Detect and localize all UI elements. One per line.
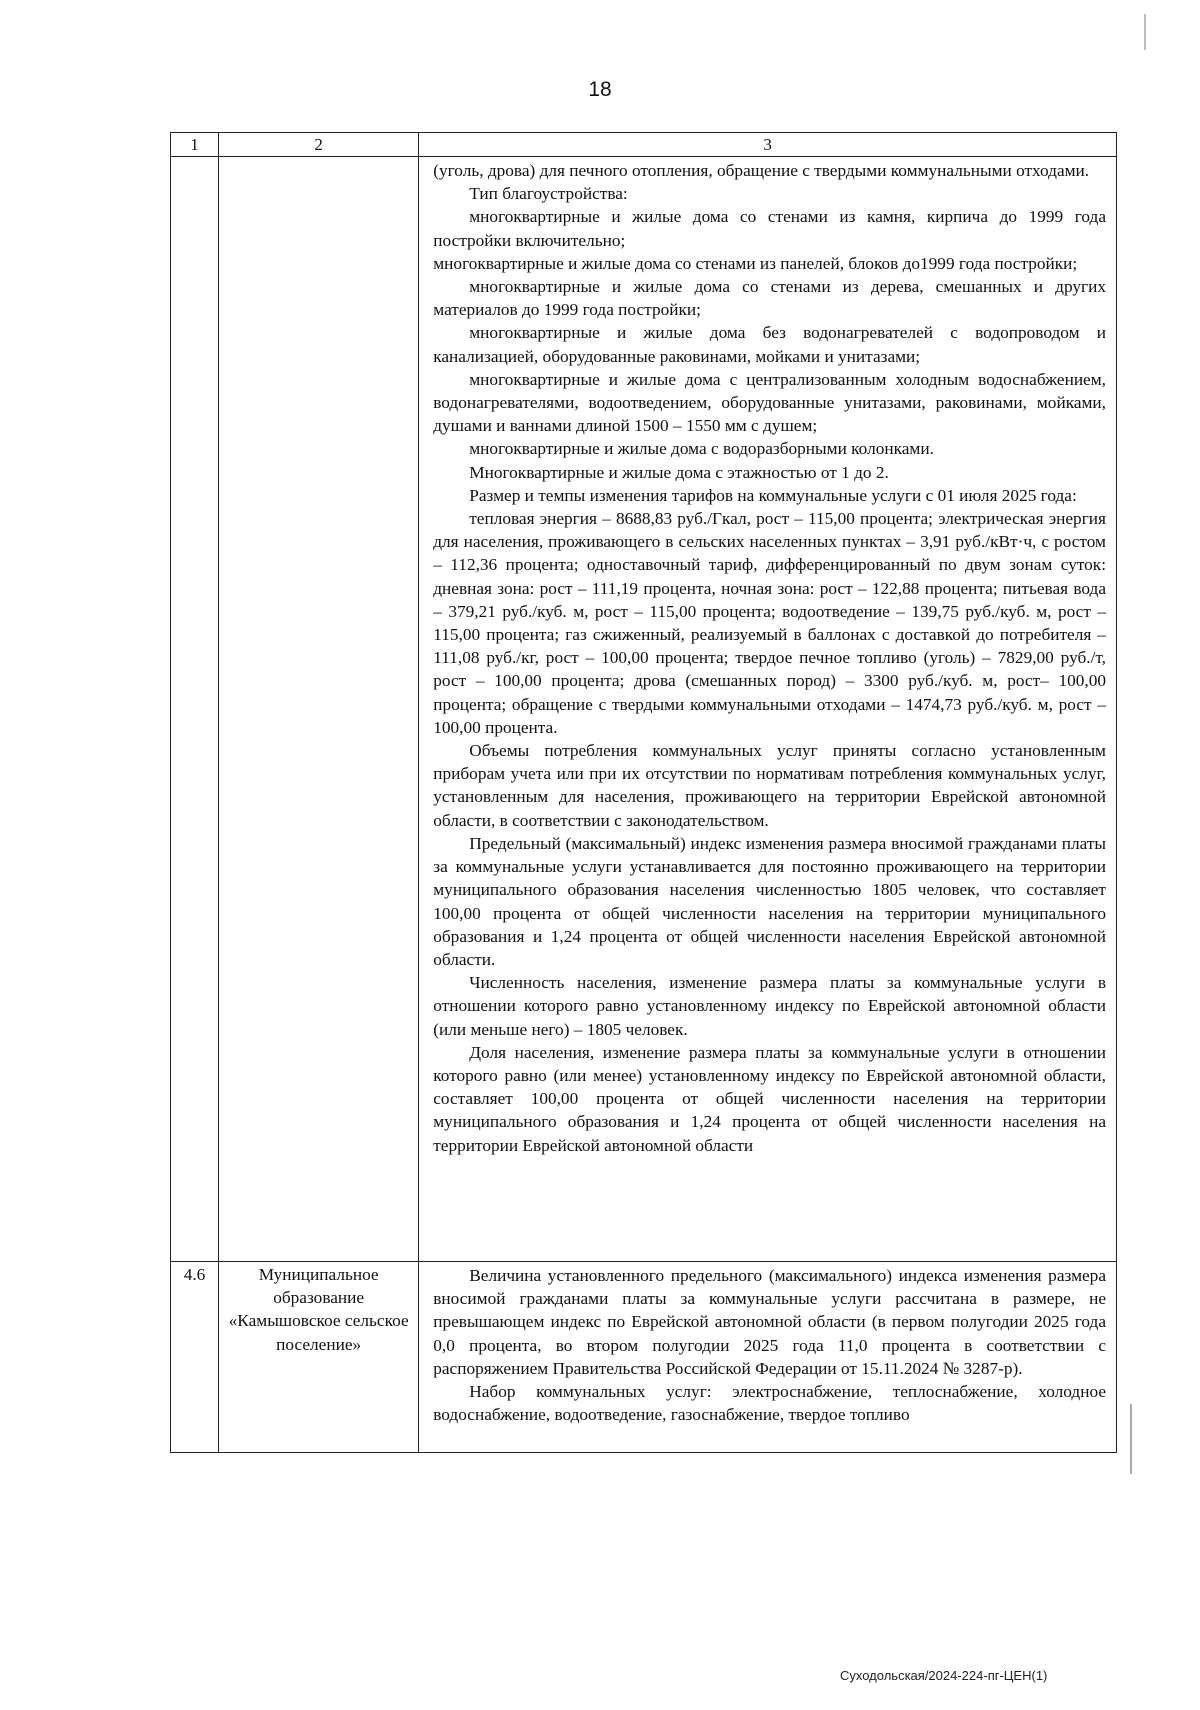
paragraph: многоквартирные и жилые дома с централизованным холодным водоснабжением, водонагревателями, водоотведением, оборудованные унитазами, раковинами, мойками, душами и ваннами длиной 1500 – 1550 мм с душем; xyxy=(433,369,1106,436)
paragraph: Многоквартирные и жилые дома с этажностью от 1 до 2. xyxy=(469,462,889,482)
page-number: 18 xyxy=(588,78,612,101)
tariff-table xyxy=(170,132,1117,1453)
header-col-2: 2 xyxy=(219,133,419,157)
paragraph: Объемы потребления коммунальных услуг приняты согласно установленным приборам учета или при их отсутствии по нормативам потребления коммунальных услуг, установленным для населения, проживающего на территории Еврейской автономной области, в соответствии с законодательством. xyxy=(433,741,1106,830)
paragraph: Набор коммунальных услуг: электроснабжение, теплоснабжение, холодное водоснабжение, водоотведение, газоснабжение, твердое топливо xyxy=(433,1382,1106,1425)
row-name-cell xyxy=(219,157,419,1262)
paragraph: (уголь, дрова) для печного отопления, обращение с твердыми коммунальными отходами. xyxy=(433,161,1090,180)
description-paragraphs xyxy=(433,159,1106,1157)
row-number-cell xyxy=(171,157,219,1262)
header-col-3: 3 xyxy=(419,133,1117,157)
table-row-continuation xyxy=(171,157,1117,1262)
paragraph: Размер и темпы изменения тарифов на коммунальные услуги с 01 июля 2025 года: xyxy=(469,485,1077,505)
paragraph: Тип благоустройства: xyxy=(469,184,628,204)
paragraph: Величина установленного предельного (максимального) индекса изменения размера вносимой гражданами платы за коммунальные услуги рассчитана в размере, не превышающем индекс по Еврейской автономной области (в первом полугодии 2025 года 0,0 процента, во втором полугодии 2025 года 11,0 процента в соответствии с распоряжением Правительства Российской Федерации от 15.11.2024 № 3287-р). xyxy=(433,1266,1106,1378)
document-code: Суходольская/2024-224-пг-ЦЕН(1) xyxy=(840,1668,1048,1683)
paragraph: Численность населения, изменение размера платы за коммунальные услуги в отношении которого равно установленному индексу по Еврейской автономной области (или меньше него) – 1805 человек. xyxy=(433,973,1106,1039)
header-col-1: 1 xyxy=(171,133,219,157)
paragraph: многоквартирные и жилые дома с водоразборными колонками. xyxy=(469,439,934,459)
row-description-cell xyxy=(419,157,1117,1262)
paragraph: многоквартирные и жилые дома со стенами из камня, кирпича до 1999 года постройки включительно; xyxy=(433,207,1106,250)
municipality-name: Муниципальное образование «Камышовское сельское поселение» xyxy=(219,1262,419,1453)
scan-artifact-line xyxy=(1144,14,1146,50)
row-description-cell xyxy=(419,1262,1117,1453)
paragraph: многоквартирные и жилые дома без водонагревателей с водопроводом и канализацией, оборудованные раковинами, мойками и унитазами; xyxy=(433,323,1106,366)
description-paragraphs xyxy=(433,1264,1106,1426)
paragraph: многоквартирные и жилые дома со стенами из панелей, блоков до1999 года постройки; xyxy=(433,253,1078,273)
table-header-row xyxy=(171,133,1117,157)
row-number-cell: 4.6 xyxy=(171,1262,219,1453)
paragraph: Доля населения, изменение размера платы за коммунальные услуги в отношении которого равно (или менее) установленному индексу по Еврейской автономной области, составляет 100,00 процента от общей численности населения на территории муниципального образования и 1,24 процента от общей численности населения на территории Еврейской автономной области xyxy=(433,1042,1106,1155)
paragraph: тепловая энергия – 8688,83 руб./Гкал, рост – 115,00 процента; электрическая энергия для населения, проживающего в сельских населенных пунктах – 3,91 руб./кВт·ч, с ростом – 112,36 процента; одноставочный тариф, дифференцированный по двум зонам суток: дневная зона: рост – 111,19 процента, ночная зона: рост – 122,88 процента; питьевая вода – 379,21 руб./куб. м, рост – 115,00 процента; водоотведение – 139,75 руб./куб. м, рост – 115,00 процента; газ сжиженный, реализуемый в баллонах с доставкой до потребителя – 111,08 руб./кг, рост – 100,00 процента; твердое печное топливо (уголь) – 7829,00 руб./т, рост – 100,00 процента; дрова (смешанных пород) – 3300 руб./куб. м, рост– 100,00 процента; обращение с твердыми коммунальными отходами – 1474,73 руб./куб. м, рост – 100,00 процента. xyxy=(433,509,1106,737)
paragraph: многоквартирные и жилые дома со стенами из дерева, смешанных и других материалов до 1999 года постройки; xyxy=(433,277,1106,320)
paragraph: Предельный (максимальный) индекс изменения размера вносимой гражданами платы за коммунальные услуги устанавливается для постоянно проживающего на территории муниципального образования населения численностью 1805 человек, что составляет 100,00 процента от общей численности населения на территории муниципального образования и 1,24 процента от общей численности населения Еврейской автономной области. xyxy=(433,833,1106,969)
table-row xyxy=(171,1262,1117,1453)
scan-artifact-line xyxy=(1130,1404,1132,1474)
